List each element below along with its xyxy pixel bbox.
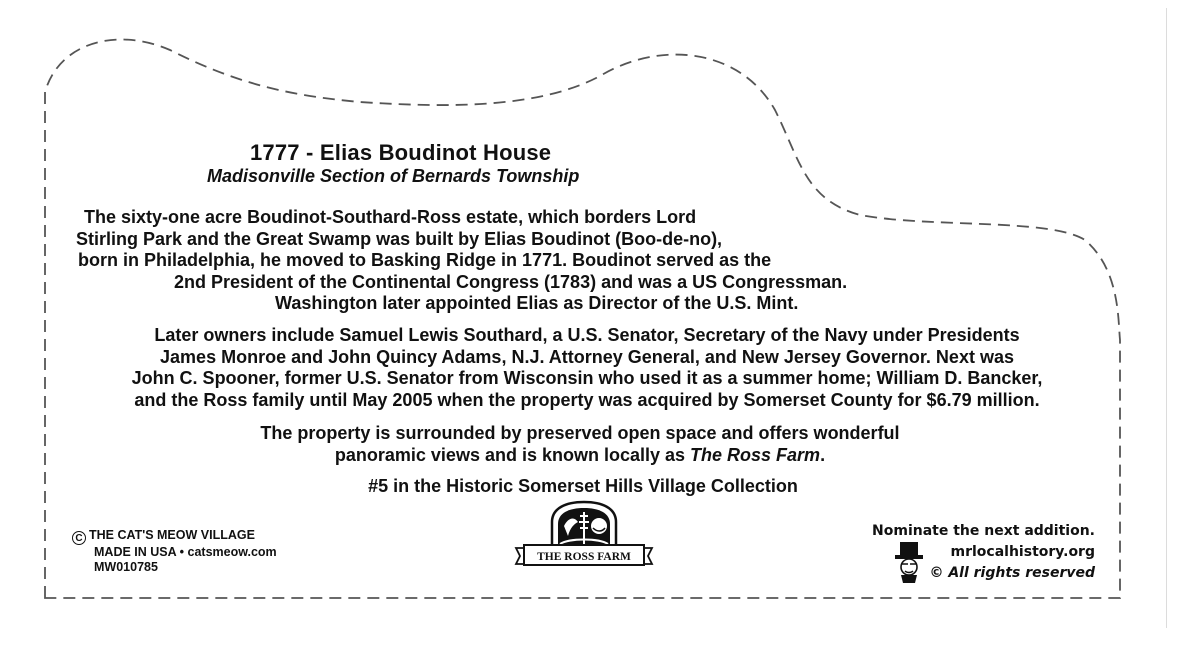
logo-banner-text: THE ROSS FARM (537, 551, 631, 563)
maker-made-in: MADE IN USA • catsmeow.com (94, 545, 277, 559)
collection-note (0, 476, 1166, 497)
paragraph-line (180, 445, 980, 467)
rights-reserved: © All rights reserved (929, 565, 1095, 581)
maker-name: THE CAT'S MEOW VILLAGE (89, 528, 255, 542)
website-link[interactable]: mrlocalhistory.org (950, 544, 1095, 560)
paragraph-line: Later owners include Samuel Lewis Southard, a U.S. Senator, Secretary of the Navy under Presidents (154, 325, 1020, 345)
maker-name-row (72, 528, 277, 545)
history-paragraph-3 (180, 423, 980, 466)
paragraph-line: and the Ross family until May 2005 when the property was acquired by Somerset County for $6.79 million. (134, 389, 1040, 410)
paragraph-line: 2nd President of the Continental Congress (1783) and was a US Congressman. (174, 271, 848, 292)
page-title: 1777 - Elias Boudinot House (250, 140, 552, 165)
collection-text: #5 in the Historic Somerset Hills Village Collection (368, 476, 798, 496)
paragraph-line: Stirling Park and the Great Swamp was built by Elias Boudinot (Boo-de-no), (76, 228, 723, 249)
farm-logo-icon (514, 498, 654, 578)
maker-info (72, 528, 277, 575)
paragraph-line: Washington later appointed Elias as Director of the U.S. Mint. (275, 293, 799, 313)
ross-farm-italic: The Ross Farm (690, 444, 821, 465)
nominate-line: Nominate the next addition. (872, 523, 1095, 539)
paragraph-text: . (820, 444, 826, 465)
paragraph-line: born in Philadelphia, he moved to Basking Ridge in 1771. Boudinot served as the (78, 250, 772, 270)
page-subtitle: Madisonville Section of Bernards Township (207, 166, 580, 186)
history-paragraph-2 (62, 325, 1112, 411)
nominate-block (872, 521, 1095, 584)
maker-sku: MW010785 (94, 560, 158, 574)
paragraph-line: John C. Spooner, former U.S. Senator from Wisconsin who used it as a summer home; William D. Bancker, (131, 368, 1043, 388)
history-paragraph-1 (70, 207, 890, 315)
paragraph-line: The property is surrounded by preserved open space and offers wonderful (260, 423, 900, 443)
paragraph-text: panoramic views and is known locally as (334, 444, 691, 465)
paragraph-line: The sixty-one acre Boudinot-Southard-Ross estate, which borders Lord (84, 207, 697, 227)
copyright-icon: C (72, 531, 86, 545)
paragraph-line: James Monroe and John Quincy Adams, N.J. Attorney General, and New Jersey Governor. Next was (160, 346, 1014, 367)
